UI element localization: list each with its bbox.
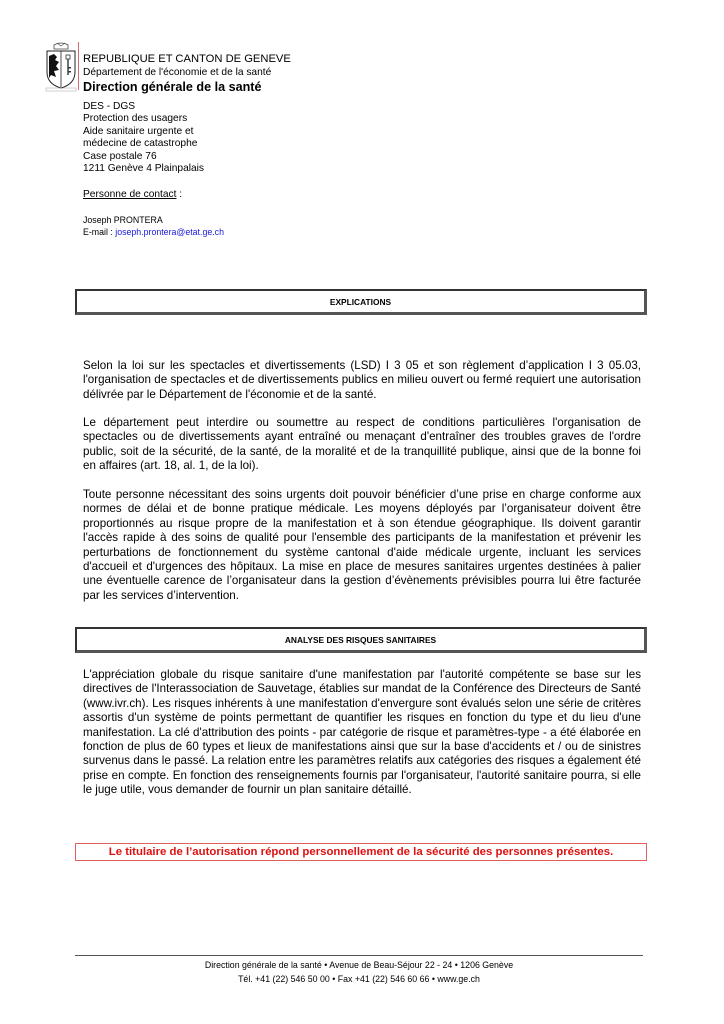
- section-heading-risk-analysis: [75, 627, 647, 653]
- section-title: ANALYSE DES RISQUES SANITAIRES: [284, 634, 437, 645]
- footer-address: Direction générale de la santé • Avenue de Beau-Séjour 22 - 24 • 1206 Genève: [204, 960, 514, 970]
- contact-label-suffix: :: [176, 189, 183, 200]
- footer: [75, 959, 643, 986]
- letterhead: [83, 53, 291, 95]
- department-name: Département de l'économie et de la santé: [83, 67, 272, 78]
- contact-details: [83, 214, 224, 238]
- address-line: médecine de catastrophe: [83, 138, 198, 150]
- address-line: DES - DGS: [83, 101, 136, 112]
- footer-contact: Tél. +41 (22) 546 50 00 • Fax +41 (22) 546 60 66 • www.ge.ch: [238, 973, 480, 984]
- notice-text: Le titulaire de l’autorisation répond personnellement de la sécurité des personnes présentes.: [108, 846, 614, 858]
- contact-name: Joseph PRONTERA: [83, 215, 163, 225]
- paragraph: Selon la loi sur les spectacles et divertissements (LSD) I 3 05 et son règlement d’application I 3 05.03, l'organisation de spectacles et de divertissements publics en milieu ouvert ou fermé requiert une autorisation délivrée par le Département de l'économie et de la santé.: [83, 359, 641, 401]
- footer-divider: [75, 955, 643, 956]
- email-label: E-mail :: [83, 227, 116, 237]
- liability-notice: [75, 843, 647, 861]
- paragraph: L'appréciation globale du risque sanitaire d'une manifestation par l'autorité compétente se base sur les directives de l'Interassociation de Sauvetage, établies sur mandat de la Conférence des Directeurs de Santé (www.ivr.ch). Les risques inhérents à une manifestation d'envergure sont évalués selon une série de critères assortis d'un système de points permettant de quantifier les risques en fonction du type et du lieu d'une manifestation. La clé d'attribution des points - par catégorie de risque et paramètres-type - a été élaborée en fonction de plus de 60 types et lieux de manifestations ainsi que sur la base d'accidents et / ou de sinistres survenus dans le passé. La relation entre les paramètres relatifs aux catégories des risques a également été prise en compte. En fonction des renseignements fournis par l'organisateur, l'autorité sanitaire pourra, si elle le juge utile, vous demander de fournir un plan sanitaire détaillé.: [83, 668, 641, 797]
- contact-label: Personne de contact: [83, 189, 177, 200]
- address-line: Aide sanitaire urgente et: [83, 125, 194, 137]
- direction-name: Direction générale de la santé: [83, 80, 262, 94]
- postal-address: [83, 101, 204, 175]
- address-line: Case postale 76: [83, 150, 157, 162]
- email-link[interactable]: joseph.prontera@etat.ge.ch: [115, 227, 224, 237]
- contact-heading: [83, 189, 182, 200]
- geneva-coat-of-arms-icon: [44, 42, 78, 92]
- republic-title: REPUBLIQUE ET CANTON DE GENEVE: [83, 53, 291, 65]
- section-heading-explications: [75, 289, 647, 315]
- logo-divider: [78, 42, 79, 90]
- paragraph: Toute personne nécessitant des soins urgents doit pouvoir bénéficier d’une prise en charge conforme aux normes de délai et de bonne pratique médicale. Les moyens déployés par l’organisateur doivent être proportionnés au risque propre de la manifestation et à son étendue géographique. Ils doivent garantir l'accès rapide à des soins de qualité pour l'ensemble des participants de la manifestation et prévenir les perturbations de fonctionnement du système cantonal d'aide médicale urgente, incluant les services d'accueil et d'urgences des hôpitaux. La mise en place de mesures sanitaires urgentes destinées à palier une éventuelle carence de l’organisateur dans la gestion d’évènements prévisibles pourra lui être facturée par les services d’intervention.: [83, 488, 641, 602]
- address-line: 1211 Genève 4 Plainpalais: [83, 163, 205, 175]
- contact-email-row: [83, 226, 224, 238]
- section-title: EXPLICATIONS: [329, 296, 392, 307]
- paragraph: Le département peut interdire ou soumettre au respect de conditions particulières l'organisation de spectacles ou de divertissements ayant entraîné ou menaçant d'entraîner des troubles graves de l'ordre public, soit de la sécurité, de la santé, de la moralité et de la tranquillité publique, ainsi que de la bonne foi en affaires (art. 18, al. 1, de la loi).: [83, 416, 641, 473]
- address-line: Protection des usagers: [83, 113, 188, 125]
